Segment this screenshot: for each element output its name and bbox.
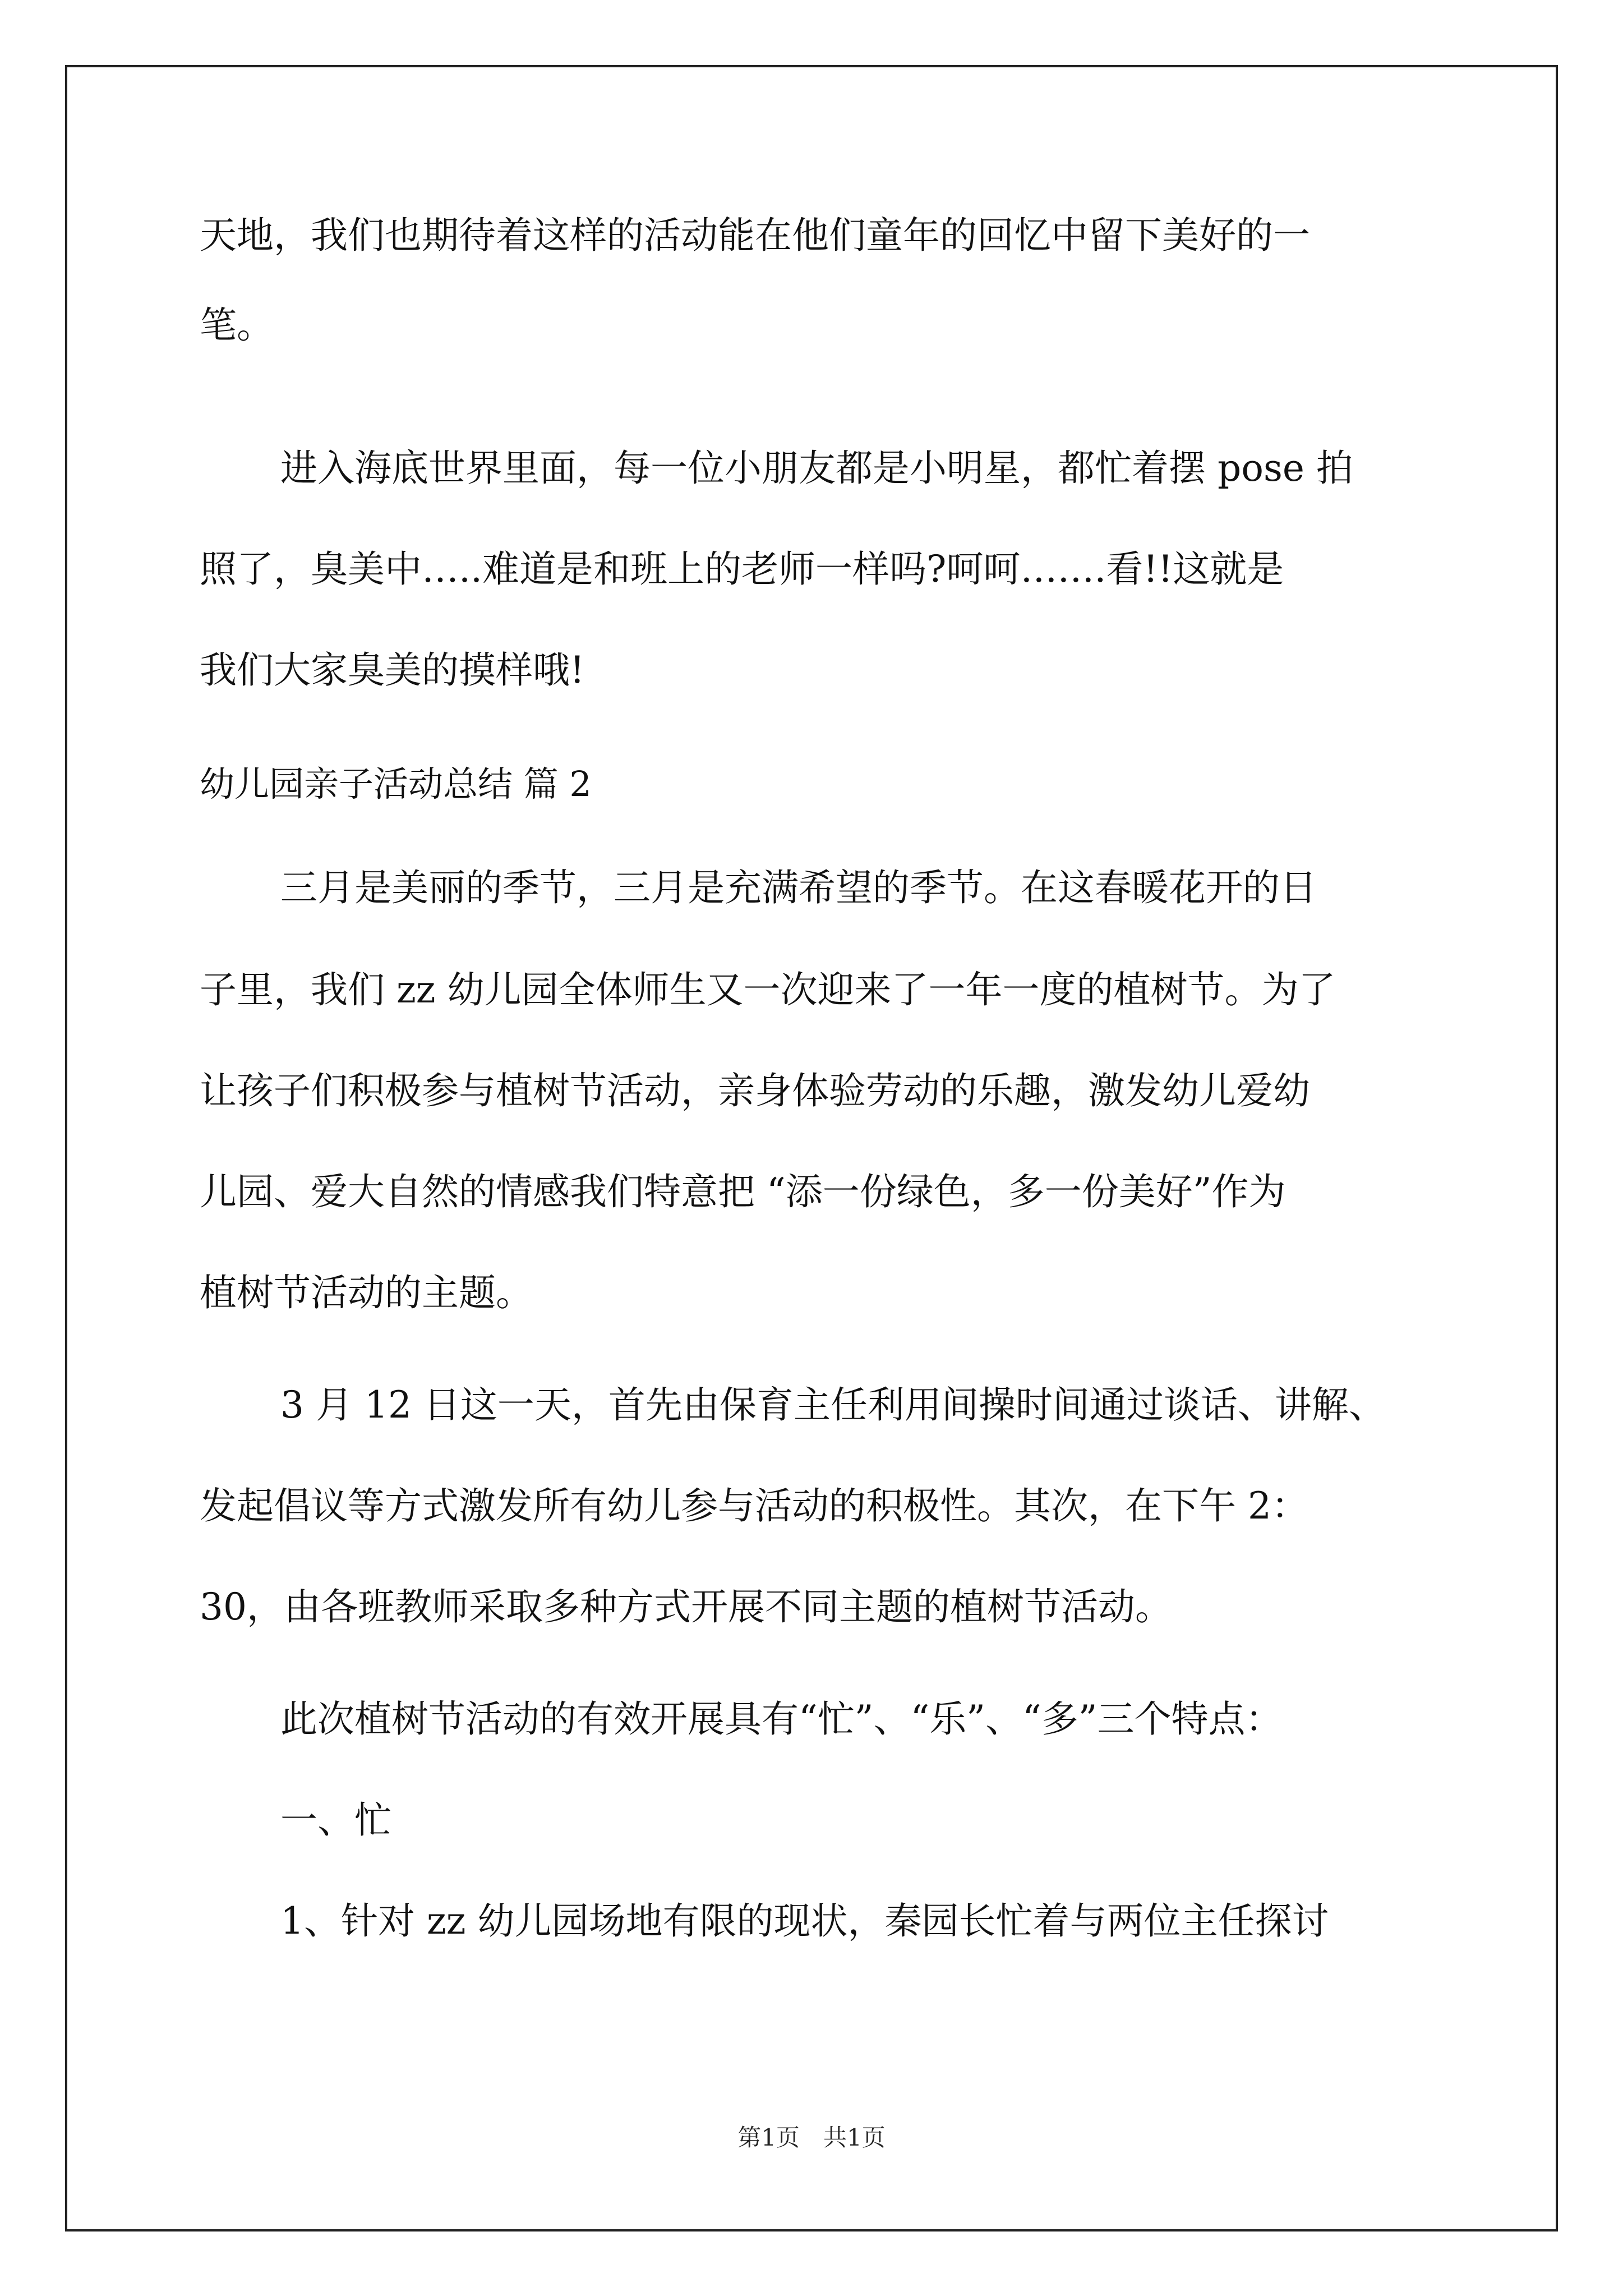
paragraph-line-10: 植树节活动的主题。: [200, 1271, 533, 1314]
list-item-1: 1、针对 zz 幼儿园场地有限的现状，秦园长忙着与两位主任探讨: [280, 1899, 1329, 1943]
paragraph-line-1: 天地，我们也期待着这样的活动能在他们童年的回忆中留下美好的一: [200, 214, 1310, 257]
paragraph-line-12: 发起倡议等方式激发所有幼儿参与活动的积极性。其次，在下午 2：: [200, 1484, 1308, 1527]
paragraph-line-9: 儿园、爱大自然的情感我们特意把 “添一份绿色，多一份美好”作为: [200, 1170, 1286, 1213]
paragraph-line-5: 我们大家臭美的摸样哦!: [200, 648, 585, 692]
paragraph-line-14: 此次植树节活动的有效开展具有“忙”、“乐”、“多”三个特点：: [280, 1697, 1283, 1741]
paragraph-line-4: 照了，臭美中…..难道是和班上的老师一样吗?呵呵…….看!!这就是: [200, 547, 1284, 591]
paragraph-line-13: 30，由各班教师采取多种方式开展不同主题的植树节活动。: [200, 1585, 1172, 1628]
paragraph-line-11: 3 月 12 日这一天，首先由保育主任利用间操时间通过谈话、讲解、: [280, 1383, 1386, 1427]
page-footer: 第1页 共1页: [737, 2124, 886, 2151]
paragraph-line-3: 进入海底世界里面，每一位小朋友都是小明星，都忙着摆 pose 拍: [280, 447, 1353, 490]
paragraph-line-2: 笔。: [200, 303, 274, 347]
paragraph-line-6: 三月是美丽的季节，三月是充满希望的季节。在这春暖花开的日: [280, 866, 1317, 909]
paragraph-line-7: 子里，我们 zz 幼儿园全体师生又一次迎来了一年一度的植树节。为了: [200, 968, 1336, 1011]
section-heading: 幼儿园亲子活动总结 篇 2: [200, 763, 592, 804]
paragraph-line-8: 让孩子们积极参与植树节活动，亲身体验劳动的乐趣，激发幼儿爱幼: [200, 1069, 1310, 1112]
list-heading: 一、忙: [280, 1798, 391, 1842]
